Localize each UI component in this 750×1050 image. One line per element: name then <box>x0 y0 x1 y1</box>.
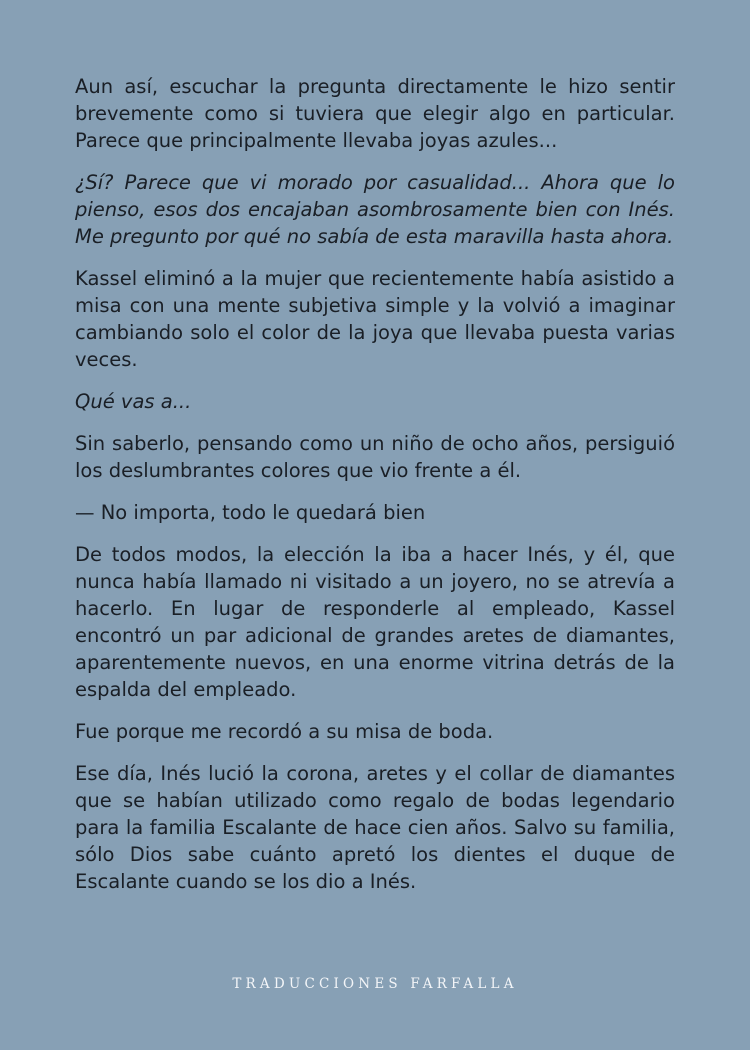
paragraph-5: Sin saberlo, pensando como un niño de ocho años, persiguió los deslumbrantes colores que vio frente a él. <box>75 432 675 482</box>
paragraph-3: Kassel eliminó a la mujer que recientemente había asistido a misa con una mente subjetiva simple y la volvió a imaginar cambiando solo el color de la joya que llevaba puesta varias veces. <box>75 267 675 371</box>
paragraph-8: Fue porque me recordó a su misa de boda. <box>75 720 494 743</box>
page-body-text <box>75 73 675 910</box>
footer-credit: TRADUCCIONES FARFALLA <box>232 976 518 992</box>
paragraph-1: Aun así, escuchar la pregunta directamente le hizo sentir brevemente como si tuviera que elegir algo en particular. Parece que principalmente llevaba joyas azules... <box>75 75 675 152</box>
paragraph-7: De todos modos, la elección la iba a hacer Inés, y él, que nunca había llamado ni visitado a un joyero, no se atrevía a hacerlo. En lugar de responderle al empleado, Kassel encontró un par adicional de grandes aretes de diamantes, aparentemente nuevos, en una enorme vitrina detrás de la espalda del empleado. <box>75 543 675 701</box>
paragraph-4: Qué vas a... <box>75 390 192 413</box>
paragraph-2: ¿Sí? Parece que vi morado por casualidad... Ahora que lo pienso, esos dos encajaban asombrosamente bien con Inés. Me pregunto por qué no sabía de esta maravilla hasta ahora. <box>75 171 675 248</box>
paragraph-9: Ese día, Inés lució la corona, aretes y el collar de diamantes que se habían utilizado como regalo de bodas legendario para la familia Escalante de hace cien años. Salvo su familia, sólo Dios sabe cuánto apretó los dientes el duque de Escalante cuando se los dio a Inés. <box>75 762 675 893</box>
paragraph-6: — No importa, todo le quedará bien <box>75 501 426 524</box>
